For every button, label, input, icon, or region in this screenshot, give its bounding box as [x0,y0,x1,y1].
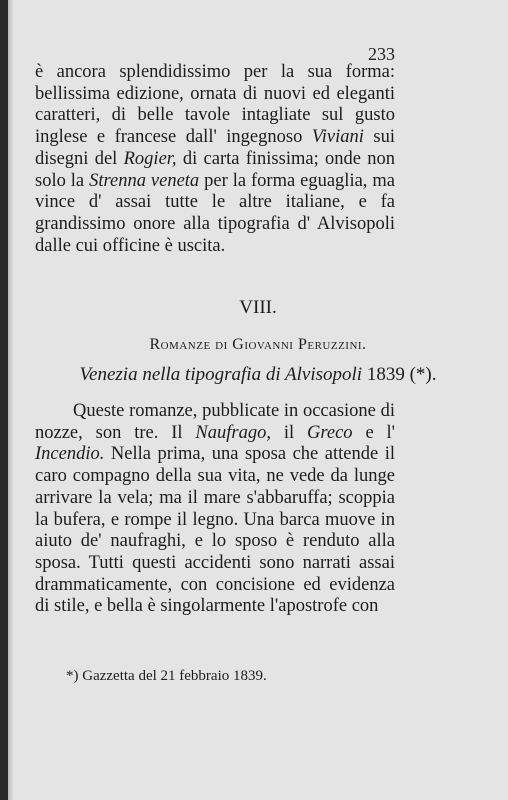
text-run: sui disegni del [35,127,395,169]
paragraph-2 [35,401,395,618]
publication-line [8,364,508,386]
paragraph-1 [35,62,395,257]
text-run: di carta finissima; onde non solo la [35,148,395,191]
text-run: il [270,422,308,443]
text-run: è ancora splendidissimo per la sua forma: bellissima edizione, ornata di nuovi ed eleganti caratteri, di belle tavole intagliate sul gusto inglese e francese dall' ingegnoso [35,62,395,148]
italic-text: Naufrago, [195,422,271,443]
section-number: VIII. [239,297,277,318]
text-run: per la forma eguaglia, ma vince d' assai tutte le altre italiane, e fa grandissimo onore alla tipografia d' Alvisopoli dalle cui officine è uscita. [35,170,395,256]
book-page [8,0,508,800]
page-number: 233 [368,44,395,64]
publication-year: 1839 (*). [362,364,437,385]
footnote: *) Gazzetta del 21 febbraio 1839. [66,668,267,684]
italic-text: Incendio. [35,444,105,465]
section-heading: Romanze di Giovanni Peruzzini. [149,336,367,353]
italic-text: Strenna veneta [89,170,200,191]
text-run: Queste romanze, pubblicate in occasione di nozze, son tre. Il [35,401,395,443]
italic-text: Greco [307,422,353,443]
publication-place: Venezia nella tipografia di Alvisopoli [79,364,363,385]
text-run: Nella prima, una sposa che attende il caro compagno della sua vita, ne vede da lunge arrivare la vela; ma il mare s'abbaruffa; scoppia la bufera, e rompe il legno. Una barca muove in aiuto de' naufraghi, e lo sposo è renduto alla sposa. Tutti questi accidenti sono narrati assai drammaticamente, con concisione ed evidenza di stile, e bella è singolarmente l'apostrofe con [35,444,395,617]
text-run: e l' [352,422,396,443]
italic-text: Rogier, [123,148,177,169]
italic-text: Viviani [311,127,364,148]
